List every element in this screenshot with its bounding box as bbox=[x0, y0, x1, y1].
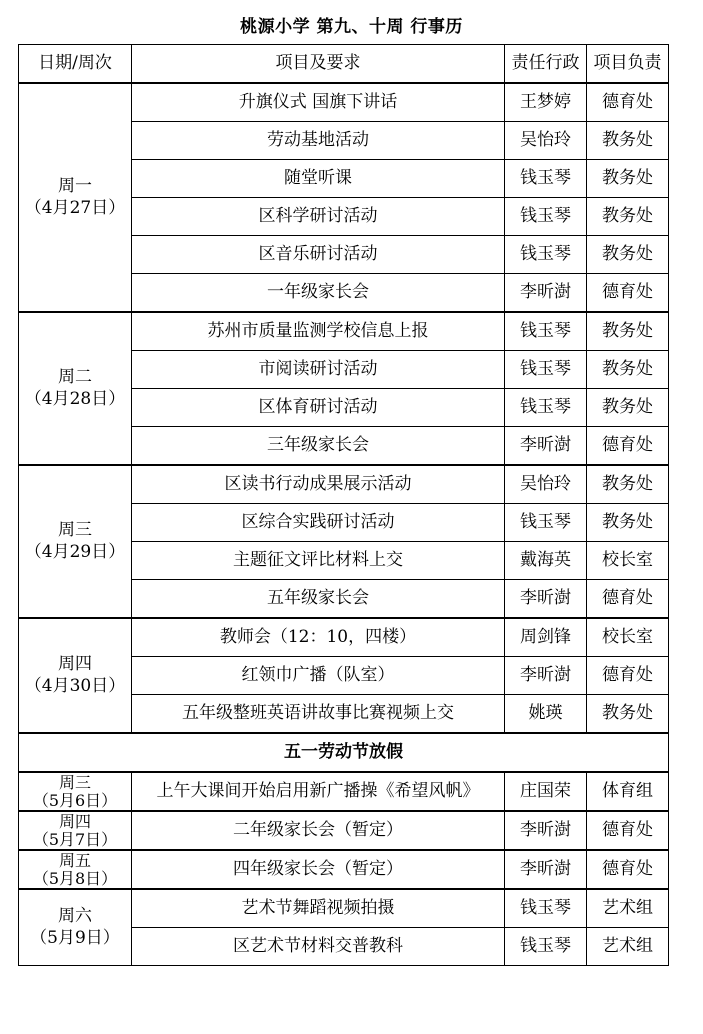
task-cell: 区科学研讨活动 bbox=[132, 198, 505, 236]
day-date: （4月29日） bbox=[24, 541, 126, 562]
header-admin: 责任行政 bbox=[505, 45, 587, 84]
table-row bbox=[19, 772, 669, 811]
dept-cell: 德育处 bbox=[587, 83, 669, 122]
task-cell: 区体育研讨活动 bbox=[132, 389, 505, 427]
day-cell bbox=[19, 618, 132, 733]
holiday-label: 五一劳动节放假 bbox=[19, 733, 669, 772]
dept-cell: 德育处 bbox=[587, 580, 669, 619]
day-name: 周四 bbox=[58, 811, 91, 831]
dept-cell: 德育处 bbox=[587, 657, 669, 695]
task-cell: 三年级家长会 bbox=[132, 427, 505, 466]
day-date: （5月8日） bbox=[32, 868, 118, 888]
dept-cell: 教务处 bbox=[587, 504, 669, 542]
task-cell: 升旗仪式 国旗下讲话 bbox=[132, 83, 505, 122]
dept-cell: 教务处 bbox=[587, 351, 669, 389]
table-row bbox=[19, 618, 669, 657]
day-date: （5月6日） bbox=[32, 790, 118, 810]
day-cell bbox=[19, 312, 132, 465]
admin-cell: 李昕澍 bbox=[505, 811, 587, 850]
table-row bbox=[19, 850, 669, 889]
dept-cell: 艺术组 bbox=[587, 889, 669, 928]
task-cell: 四年级家长会（暂定） bbox=[132, 850, 505, 889]
schedule-table bbox=[18, 44, 669, 966]
header-row bbox=[19, 45, 669, 84]
admin-cell: 钱玉琴 bbox=[505, 312, 587, 351]
task-cell: 主题征文评比材料上交 bbox=[132, 542, 505, 580]
day-name: 周三 bbox=[58, 772, 91, 792]
day-name: 周五 bbox=[58, 850, 91, 870]
admin-cell: 吴怡玲 bbox=[505, 465, 587, 504]
task-cell: 劳动基地活动 bbox=[132, 122, 505, 160]
dept-cell: 教务处 bbox=[587, 695, 669, 734]
task-cell: 区综合实践研讨活动 bbox=[132, 504, 505, 542]
day-cell bbox=[19, 83, 132, 312]
day-date: （5月9日） bbox=[30, 927, 120, 948]
dept-cell: 教务处 bbox=[587, 389, 669, 427]
holiday-row bbox=[19, 733, 669, 772]
dept-cell: 校长室 bbox=[587, 542, 669, 580]
table-row bbox=[19, 83, 669, 122]
header-date: 日期/周次 bbox=[19, 45, 132, 84]
day-name: 周二 bbox=[58, 367, 92, 388]
task-cell: 二年级家长会（暂定） bbox=[132, 811, 505, 850]
admin-cell: 钱玉琴 bbox=[505, 928, 587, 966]
dept-cell: 校长室 bbox=[587, 618, 669, 657]
dept-cell: 德育处 bbox=[587, 427, 669, 466]
day-name: 周四 bbox=[58, 654, 92, 675]
dept-cell: 艺术组 bbox=[587, 928, 669, 966]
dept-cell: 教务处 bbox=[587, 122, 669, 160]
day-cell bbox=[19, 811, 132, 850]
task-cell: 苏州市质量监测学校信息上报 bbox=[132, 312, 505, 351]
admin-cell: 钱玉琴 bbox=[505, 504, 587, 542]
admin-cell: 吴怡玲 bbox=[505, 122, 587, 160]
day-cell bbox=[19, 772, 132, 811]
day-date: （4月27日） bbox=[24, 197, 126, 218]
task-cell: 随堂听课 bbox=[132, 160, 505, 198]
schedule-body bbox=[19, 45, 669, 966]
table-row bbox=[19, 811, 669, 850]
dept-cell: 教务处 bbox=[587, 160, 669, 198]
dept-cell: 教务处 bbox=[587, 236, 669, 274]
task-cell: 上午大课间开始启用新广播操《希望风帆》 bbox=[132, 772, 505, 811]
admin-cell: 钱玉琴 bbox=[505, 889, 587, 928]
admin-cell: 周剑锋 bbox=[505, 618, 587, 657]
dept-cell: 德育处 bbox=[587, 274, 669, 313]
task-cell: 五年级整班英语讲故事比赛视频上交 bbox=[132, 695, 505, 734]
task-cell: 五年级家长会 bbox=[132, 580, 505, 619]
day-cell bbox=[19, 465, 132, 618]
dept-cell: 德育处 bbox=[587, 850, 669, 889]
admin-cell: 钱玉琴 bbox=[505, 198, 587, 236]
table-row bbox=[19, 889, 669, 928]
day-name: 周三 bbox=[58, 520, 92, 541]
day-cell bbox=[19, 889, 132, 966]
task-cell: 区读书行动成果展示活动 bbox=[132, 465, 505, 504]
table-row bbox=[19, 312, 669, 351]
day-name: 周六 bbox=[58, 906, 92, 927]
admin-cell: 李昕澍 bbox=[505, 580, 587, 619]
dept-cell: 教务处 bbox=[587, 312, 669, 351]
task-cell: 红领巾广播（队室） bbox=[132, 657, 505, 695]
admin-cell: 李昕澍 bbox=[505, 657, 587, 695]
header-dept: 项目负责 bbox=[587, 45, 669, 84]
task-cell: 教师会（12：10，四楼） bbox=[132, 618, 505, 657]
dept-cell: 教务处 bbox=[587, 465, 669, 504]
admin-cell: 李昕澍 bbox=[505, 274, 587, 313]
day-date: （4月30日） bbox=[24, 675, 126, 696]
admin-cell: 庄国荣 bbox=[505, 772, 587, 811]
admin-cell: 钱玉琴 bbox=[505, 236, 587, 274]
admin-cell: 李昕澍 bbox=[505, 427, 587, 466]
dept-cell: 体育组 bbox=[587, 772, 669, 811]
table-row bbox=[19, 465, 669, 504]
task-cell: 艺术节舞蹈视频拍摄 bbox=[132, 889, 505, 928]
day-name: 周一 bbox=[58, 176, 92, 197]
day-date: （4月28日） bbox=[24, 388, 126, 409]
task-cell: 区艺术节材料交普教科 bbox=[132, 928, 505, 966]
task-cell: 区音乐研讨活动 bbox=[132, 236, 505, 274]
dept-cell: 德育处 bbox=[587, 811, 669, 850]
task-cell: 一年级家长会 bbox=[132, 274, 505, 313]
day-cell bbox=[19, 850, 132, 889]
page-title: 桃源小学 第九、十周 行事历 bbox=[240, 17, 463, 37]
admin-cell: 李昕澍 bbox=[505, 850, 587, 889]
task-cell: 市阅读研讨活动 bbox=[132, 351, 505, 389]
header-task: 项目及要求 bbox=[132, 45, 505, 84]
admin-cell: 戴海英 bbox=[505, 542, 587, 580]
dept-cell: 教务处 bbox=[587, 198, 669, 236]
admin-cell: 钱玉琴 bbox=[505, 389, 587, 427]
admin-cell: 王梦婷 bbox=[505, 83, 587, 122]
admin-cell: 姚瑛 bbox=[505, 695, 587, 734]
admin-cell: 钱玉琴 bbox=[505, 160, 587, 198]
admin-cell: 钱玉琴 bbox=[505, 351, 587, 389]
day-date: （5月7日） bbox=[32, 829, 118, 849]
